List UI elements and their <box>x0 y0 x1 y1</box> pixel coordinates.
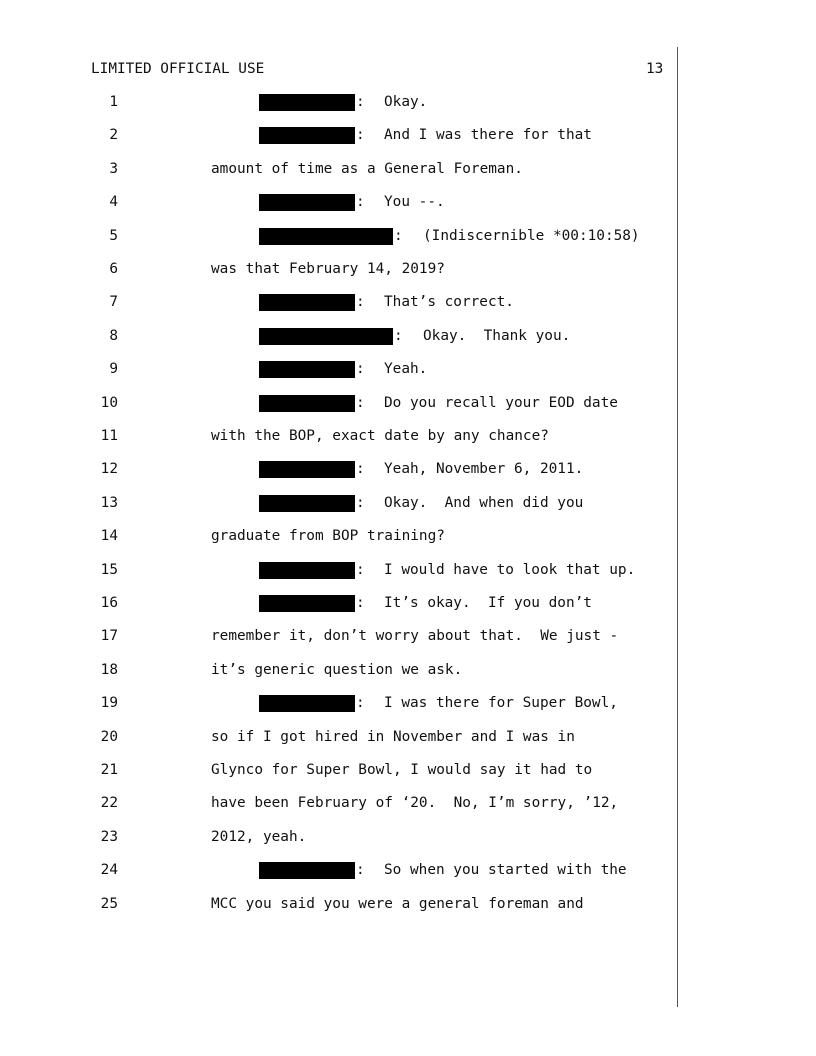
line-text: it’s generic question we ask. <box>211 662 463 678</box>
line-text: So when you started with the <box>384 862 627 878</box>
line-number: 15 <box>100 562 118 578</box>
transcript-line <box>0 194 680 214</box>
transcript-line <box>0 161 680 181</box>
line-number: 20 <box>100 729 118 745</box>
line-number: 21 <box>100 762 118 778</box>
line-text: 2012, yeah. <box>211 829 307 845</box>
speaker-colon: : <box>394 228 403 244</box>
speaker-colon: : <box>356 395 365 411</box>
line-text: Okay. Thank you. <box>423 328 571 344</box>
transcript-line <box>0 94 680 114</box>
speaker-colon: : <box>356 294 365 310</box>
line-number: 25 <box>100 896 118 912</box>
line-number: 1 <box>109 94 118 110</box>
line-number: 13 <box>100 495 118 511</box>
line-text: Yeah, November 6, 2011. <box>384 461 584 477</box>
transcript-line <box>0 695 680 715</box>
speaker-name-redaction <box>259 294 355 311</box>
speaker-name-redaction <box>259 328 393 345</box>
line-text: I would have to look that up. <box>384 562 636 578</box>
transcript-line <box>0 595 680 615</box>
line-text: graduate from BOP training? <box>211 528 445 544</box>
transcript-line <box>0 127 680 147</box>
transcript-line <box>0 562 680 582</box>
transcript-line <box>0 495 680 515</box>
line-text: And I was there for that <box>384 127 592 143</box>
line-number: 23 <box>100 829 118 845</box>
speaker-colon: : <box>356 127 365 143</box>
speaker-colon: : <box>356 595 365 611</box>
transcript-line <box>0 528 680 548</box>
line-text: Okay. <box>384 94 428 110</box>
speaker-colon: : <box>356 562 365 578</box>
classification-header: LIMITED OFFICIAL USE <box>91 61 265 77</box>
line-number: 10 <box>100 395 118 411</box>
line-number: 7 <box>109 294 118 310</box>
line-text: remember it, don’t worry about that. We just - <box>211 628 619 644</box>
transcript-line <box>0 795 680 815</box>
line-text: with the BOP, exact date by any chance? <box>211 428 549 444</box>
line-number: 19 <box>100 695 118 711</box>
transcript-line <box>0 294 680 314</box>
transcript-line <box>0 662 680 682</box>
transcript-line <box>0 428 680 448</box>
line-number: 6 <box>109 261 118 277</box>
line-text: so if I got hired in November and I was in <box>211 729 575 745</box>
line-number: 24 <box>100 862 118 878</box>
transcript-line <box>0 729 680 749</box>
transcript-line <box>0 862 680 882</box>
transcript-line <box>0 829 680 849</box>
transcript-line <box>0 228 680 248</box>
line-number: 12 <box>100 461 118 477</box>
speaker-name-redaction <box>259 562 355 579</box>
line-text: MCC you said you were a general foreman and <box>211 896 584 912</box>
line-number: 2 <box>109 127 118 143</box>
transcript-line <box>0 361 680 381</box>
page-number: 13 <box>646 61 664 77</box>
speaker-name-redaction <box>259 695 355 712</box>
line-text: (Indiscernible *00:10:58) <box>423 228 640 244</box>
line-number: 8 <box>109 328 118 344</box>
line-text: amount of time as a General Foreman. <box>211 161 523 177</box>
speaker-colon: : <box>356 94 365 110</box>
transcript-line <box>0 395 680 415</box>
speaker-colon: : <box>394 328 403 344</box>
line-number: 17 <box>100 628 118 644</box>
line-text: You --. <box>384 194 445 210</box>
line-text: I was there for Super Bowl, <box>384 695 618 711</box>
line-text: Do you recall your EOD date <box>384 395 618 411</box>
speaker-colon: : <box>356 495 365 511</box>
line-number: 22 <box>100 795 118 811</box>
speaker-name-redaction <box>259 595 355 612</box>
transcript-line <box>0 762 680 782</box>
speaker-name-redaction <box>259 127 355 144</box>
speaker-colon: : <box>356 461 365 477</box>
speaker-name-redaction <box>259 94 355 111</box>
speaker-name-redaction <box>259 194 355 211</box>
speaker-name-redaction <box>259 862 355 879</box>
line-text: Glynco for Super Bowl, I would say it had to <box>211 762 593 778</box>
line-text: was that February 14, 2019? <box>211 261 445 277</box>
line-number: 4 <box>109 194 118 210</box>
transcript-line <box>0 628 680 648</box>
line-number: 3 <box>109 161 118 177</box>
line-number: 9 <box>109 361 118 377</box>
line-text: Yeah. <box>384 361 428 377</box>
speaker-colon: : <box>356 361 365 377</box>
line-number: 11 <box>100 428 118 444</box>
line-number: 14 <box>100 528 118 544</box>
speaker-colon: : <box>356 862 365 878</box>
speaker-name-redaction <box>259 495 355 512</box>
speaker-name-redaction <box>259 395 355 412</box>
speaker-name-redaction <box>259 228 393 245</box>
line-text: It’s okay. If you don’t <box>384 595 592 611</box>
line-text: That’s correct. <box>384 294 514 310</box>
transcript-line <box>0 461 680 481</box>
speaker-name-redaction <box>259 361 355 378</box>
speaker-colon: : <box>356 695 365 711</box>
speaker-colon: : <box>356 194 365 210</box>
speaker-name-redaction <box>259 461 355 478</box>
line-number: 18 <box>100 662 118 678</box>
line-text: Okay. And when did you <box>384 495 584 511</box>
transcript-line <box>0 328 680 348</box>
line-text: have been February of ‘20. No, I’m sorry, ’12, <box>211 795 619 811</box>
transcript-line <box>0 261 680 281</box>
line-number: 16 <box>100 595 118 611</box>
transcript-line <box>0 896 680 916</box>
line-number: 5 <box>109 228 118 244</box>
